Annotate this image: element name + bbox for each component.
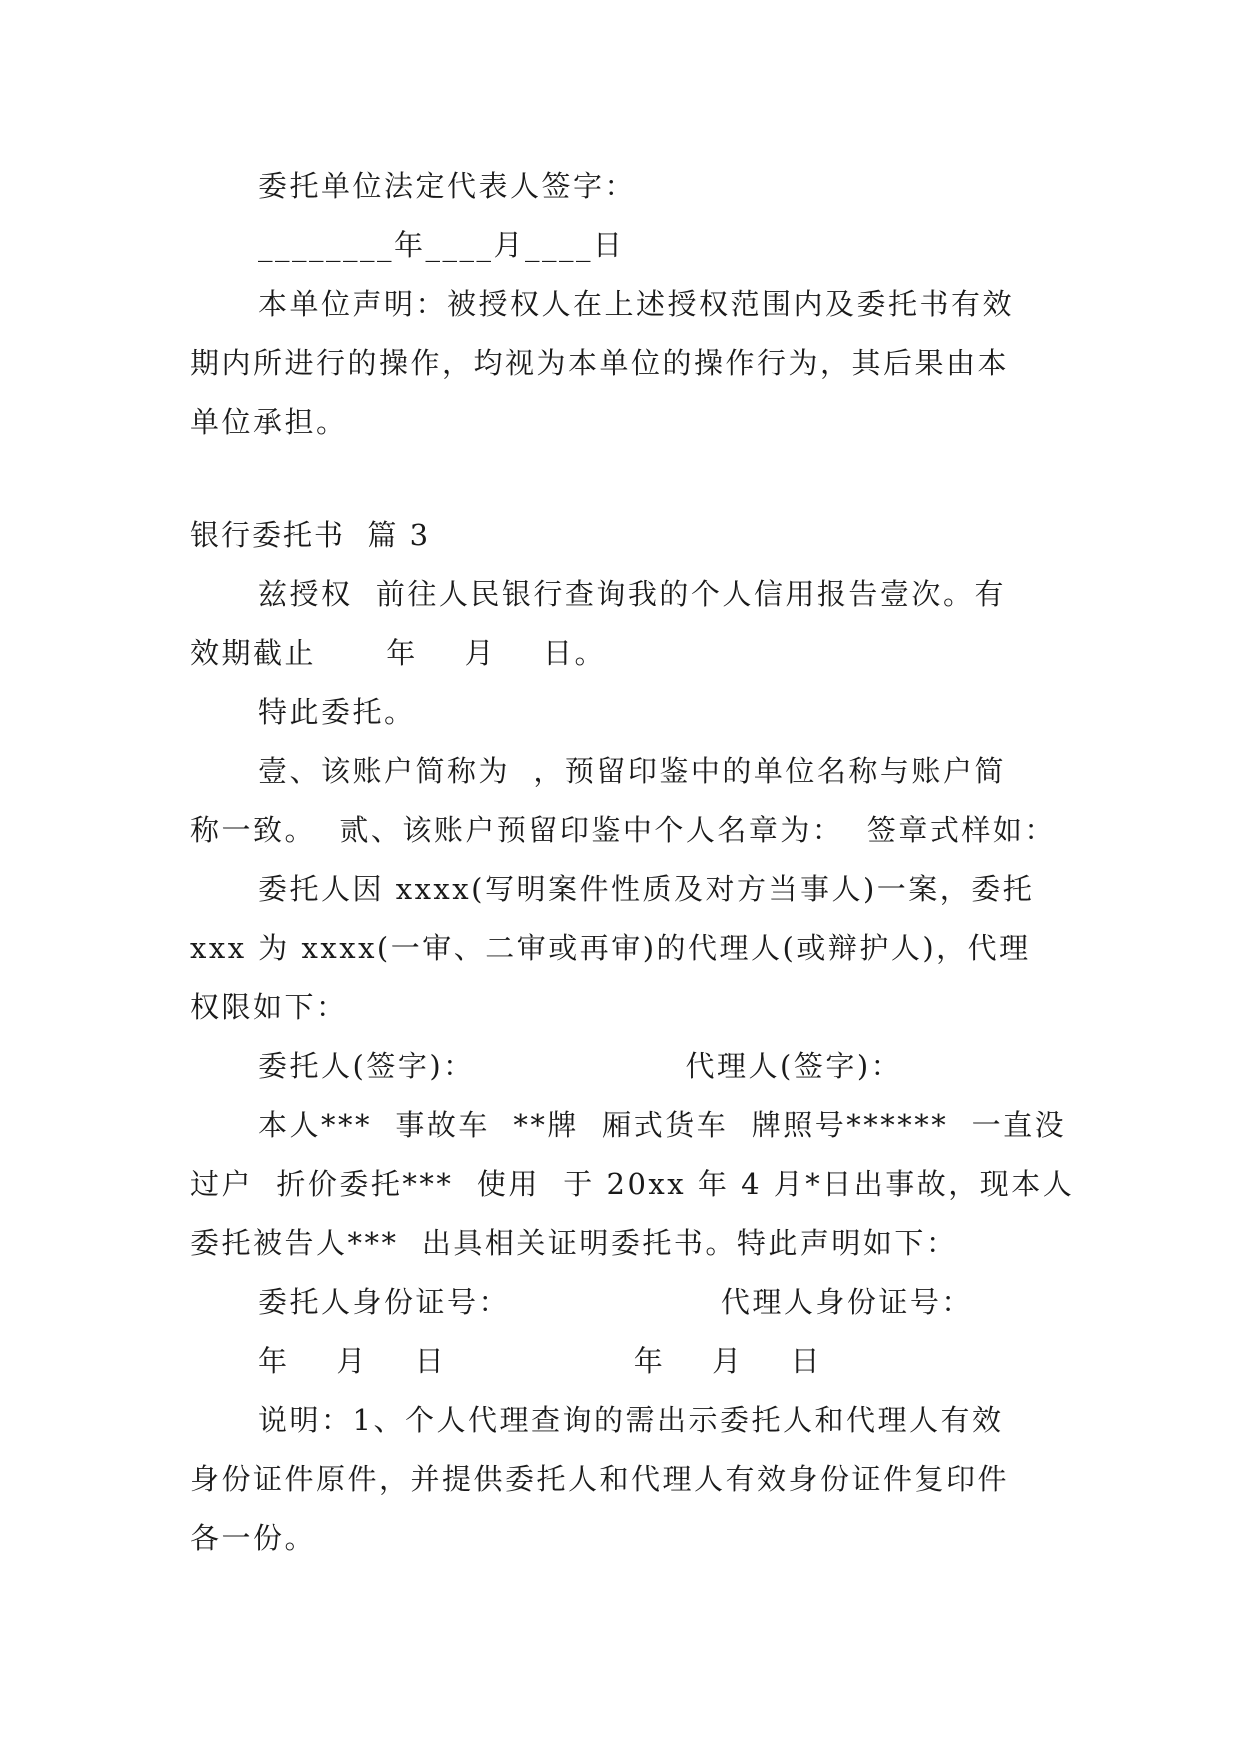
vehicle-line-1: 本人*** 事故车 **牌 厢式货车 牌照号****** 一直没 <box>258 1108 1067 1142</box>
paragraph-authorization-line-1: 兹授权 前往人民银行查询我的个人信用报告壹次。有 <box>258 577 1006 611</box>
id-number-line: 委托人身份证号： 代理人身份证号： <box>258 1285 973 1319</box>
signature-label-line: 委托单位法定代表人签字： <box>258 169 637 203</box>
vehicle-line-3: 委托被告人*** 出具相关证明委托书。特此声明如下： <box>190 1226 958 1260</box>
hereby-entrust-line: 特此委托。 <box>258 695 416 729</box>
paragraph-authorization-line-2: 效期截止 年 月 日。 <box>190 636 607 670</box>
signatures-line: 委托人(签字)： 代理人(签字)： <box>258 1049 903 1083</box>
note-line-3: 各一份。 <box>190 1521 317 1555</box>
case-line-2: xxx 为 xxxx(一审、二审或再审)的代理人(或辩护人)，代理 <box>190 931 1031 965</box>
note-line-1: 说明：1、个人代理查询的需出示委托人和代理人有效 <box>258 1403 1004 1437</box>
declaration-line-3: 单位承担。 <box>190 405 348 439</box>
vehicle-line-2: 过户 折价委托*** 使用 于 20xx 年 4 月*日出事故，现本人 <box>190 1167 1075 1201</box>
account-line-2: 称一致。 贰、该账户预留印鉴中个人名章为： 签章式样如： <box>190 813 1056 847</box>
declaration-line-1: 本单位声明：被授权人在上述授权范围内及委托书有效 <box>258 287 1015 321</box>
date-line: 年 月 日 年 月 日 <box>258 1344 822 1378</box>
case-line-3: 权限如下： <box>190 990 348 1024</box>
note-line-2: 身份证件原件，并提供委托人和代理人有效身份证件复印件 <box>190 1462 1010 1496</box>
date-blank-line: ________年____月____日 <box>258 228 625 262</box>
case-line-1: 委托人因 xxxx(写明案件性质及对方当事人)一案，委托 <box>258 872 1035 906</box>
section-heading: 银行委托书 篇 3 <box>190 518 431 552</box>
account-line-1: 壹、该账户简称为 ，预留印鉴中的单位名称与账户简 <box>258 754 1006 788</box>
declaration-line-2: 期内所进行的操作，均视为本单位的操作行为，其后果由本 <box>190 346 1010 380</box>
